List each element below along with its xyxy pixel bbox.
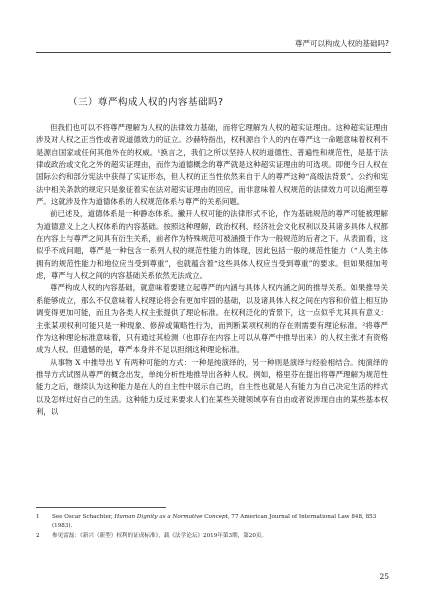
body-text [36,122,388,418]
header-rule [36,52,391,53]
running-header: 尊严可以构成人权的基础吗? [295,39,389,48]
paragraph: 前已述及，道德体系是一种静态体系。撇开人权可能的法律形式不论，作为基础规范的尊严可能被理解为道德意义上之人权体系的内容基础。按照这种理解，政治权利、经济社会文化权利以及其诸多具体人权都在内容上与尊严之间具有衍生关系，前者作为特殊规范可被涵摄于作为一般规范的后者之下。从表面看，这似乎不成问题，尊严是一种包含一系列人权的规范性能力的体现，因此包括一般的规范性能力（“人类主体拥有的规范性能力和地位应当受到尊重”，也就蕴含着“这些具体人权应当受到尊重”的要求。但如果细加考虑，尊严与人权之间的内容基础关系依然无法成立。 [36,209,388,281]
page-number: 25 [379,572,389,581]
paragraph: 尊严构成人权的内容基础，就意味着要建立起尊严的内涵与具体人权内涵之间的推导关系。如果推导关系能够成立，那么不仅意味着人权理论将会有更加牢固的基础，以及诸具体人权之间在内容和价值上相互协调变得更加可能，而且为各类人权主张提供了理论标准。在权利泛化的背景下，这一点似乎尤其具有意义：主张某项权利可能只是一种现象、修辞或策略性行为，而判断某项权利的存在则需要有理论标准。²将尊严作为这种理论标准意味着，只有通过其检测（也即存在内容上可以从尊严中推导出来）的人权主张才有资格成为人权。但遗憾的是，尊严本身并不足以担纲这种理论标准。 [36,283,388,355]
footnote-text: 参见雷磊：《新兴（新型）权利的证成标准》，载《法学论坛》2019年第3期，第20页。 [52,533,268,539]
paragraph: 但我们也可以不将尊严理解为人权的法律效力基础，而将它理解为人权的超实证理由。这种超实证理由涉及对人权之正当性或者说道德效力的证立。沙赫特指出，权利源自个人的内在尊严这一命题意味着权利不是源自国家或任何其他外在的权威。¹换言之，我们之所以坚持人权的道德性、普遍性和规范性，是基于法律或政治或文化之外的超实证理由，而作为道德概念的尊严就是这种超实证理由的可选项。即便今日人权在国际公约和部分宪法中获得了实证形态，但人权的正当性依然来自于人的尊严这种“高级法背景”。公约和宪法中相关条款的规定只是象征着实在法对超实证理由的回应，而非意味着人权规范的法律效力可以追溯至尊严。这就涉及作为道德体系的人权规范体系与尊严的关系问题。 [36,123,388,207]
footnote-rule [36,507,166,508]
footnote-text: See Oscar Schachter, Human Dignity as a Normative Concept, 77 American Journal of International Law 848, 853 (1983). [52,514,377,529]
footnote [36,532,388,541]
footnote-number: 1 [36,514,40,520]
footnote-number: 2 [36,533,40,539]
cited-title: Human Dignity as a Normative Concept [114,514,228,520]
section-heading: （三）尊严构成人权的内容基础吗? [68,97,224,108]
footnote [36,513,388,531]
paragraph: 从事物 X 中推导出 Y 有两种可能的方式：一种是纯演绎的，另一种则是演绎与经验相结合。纯演绎的推导方式试图从尊严的概念出发，单纯分析性地推导出各种人权。例如，格里芬在提出将尊严理解为规范性能力之后，继续认为这种能力是在人的自主性中展示自己的，自主性也就是人有能力为自己决定生活的样式以及怎样过好自己的生活。这种能力反过来要求人们在某些关键领域享有自由或者说涉现自由的某些基本权利，以 [36,357,388,416]
footnotes [36,513,388,542]
